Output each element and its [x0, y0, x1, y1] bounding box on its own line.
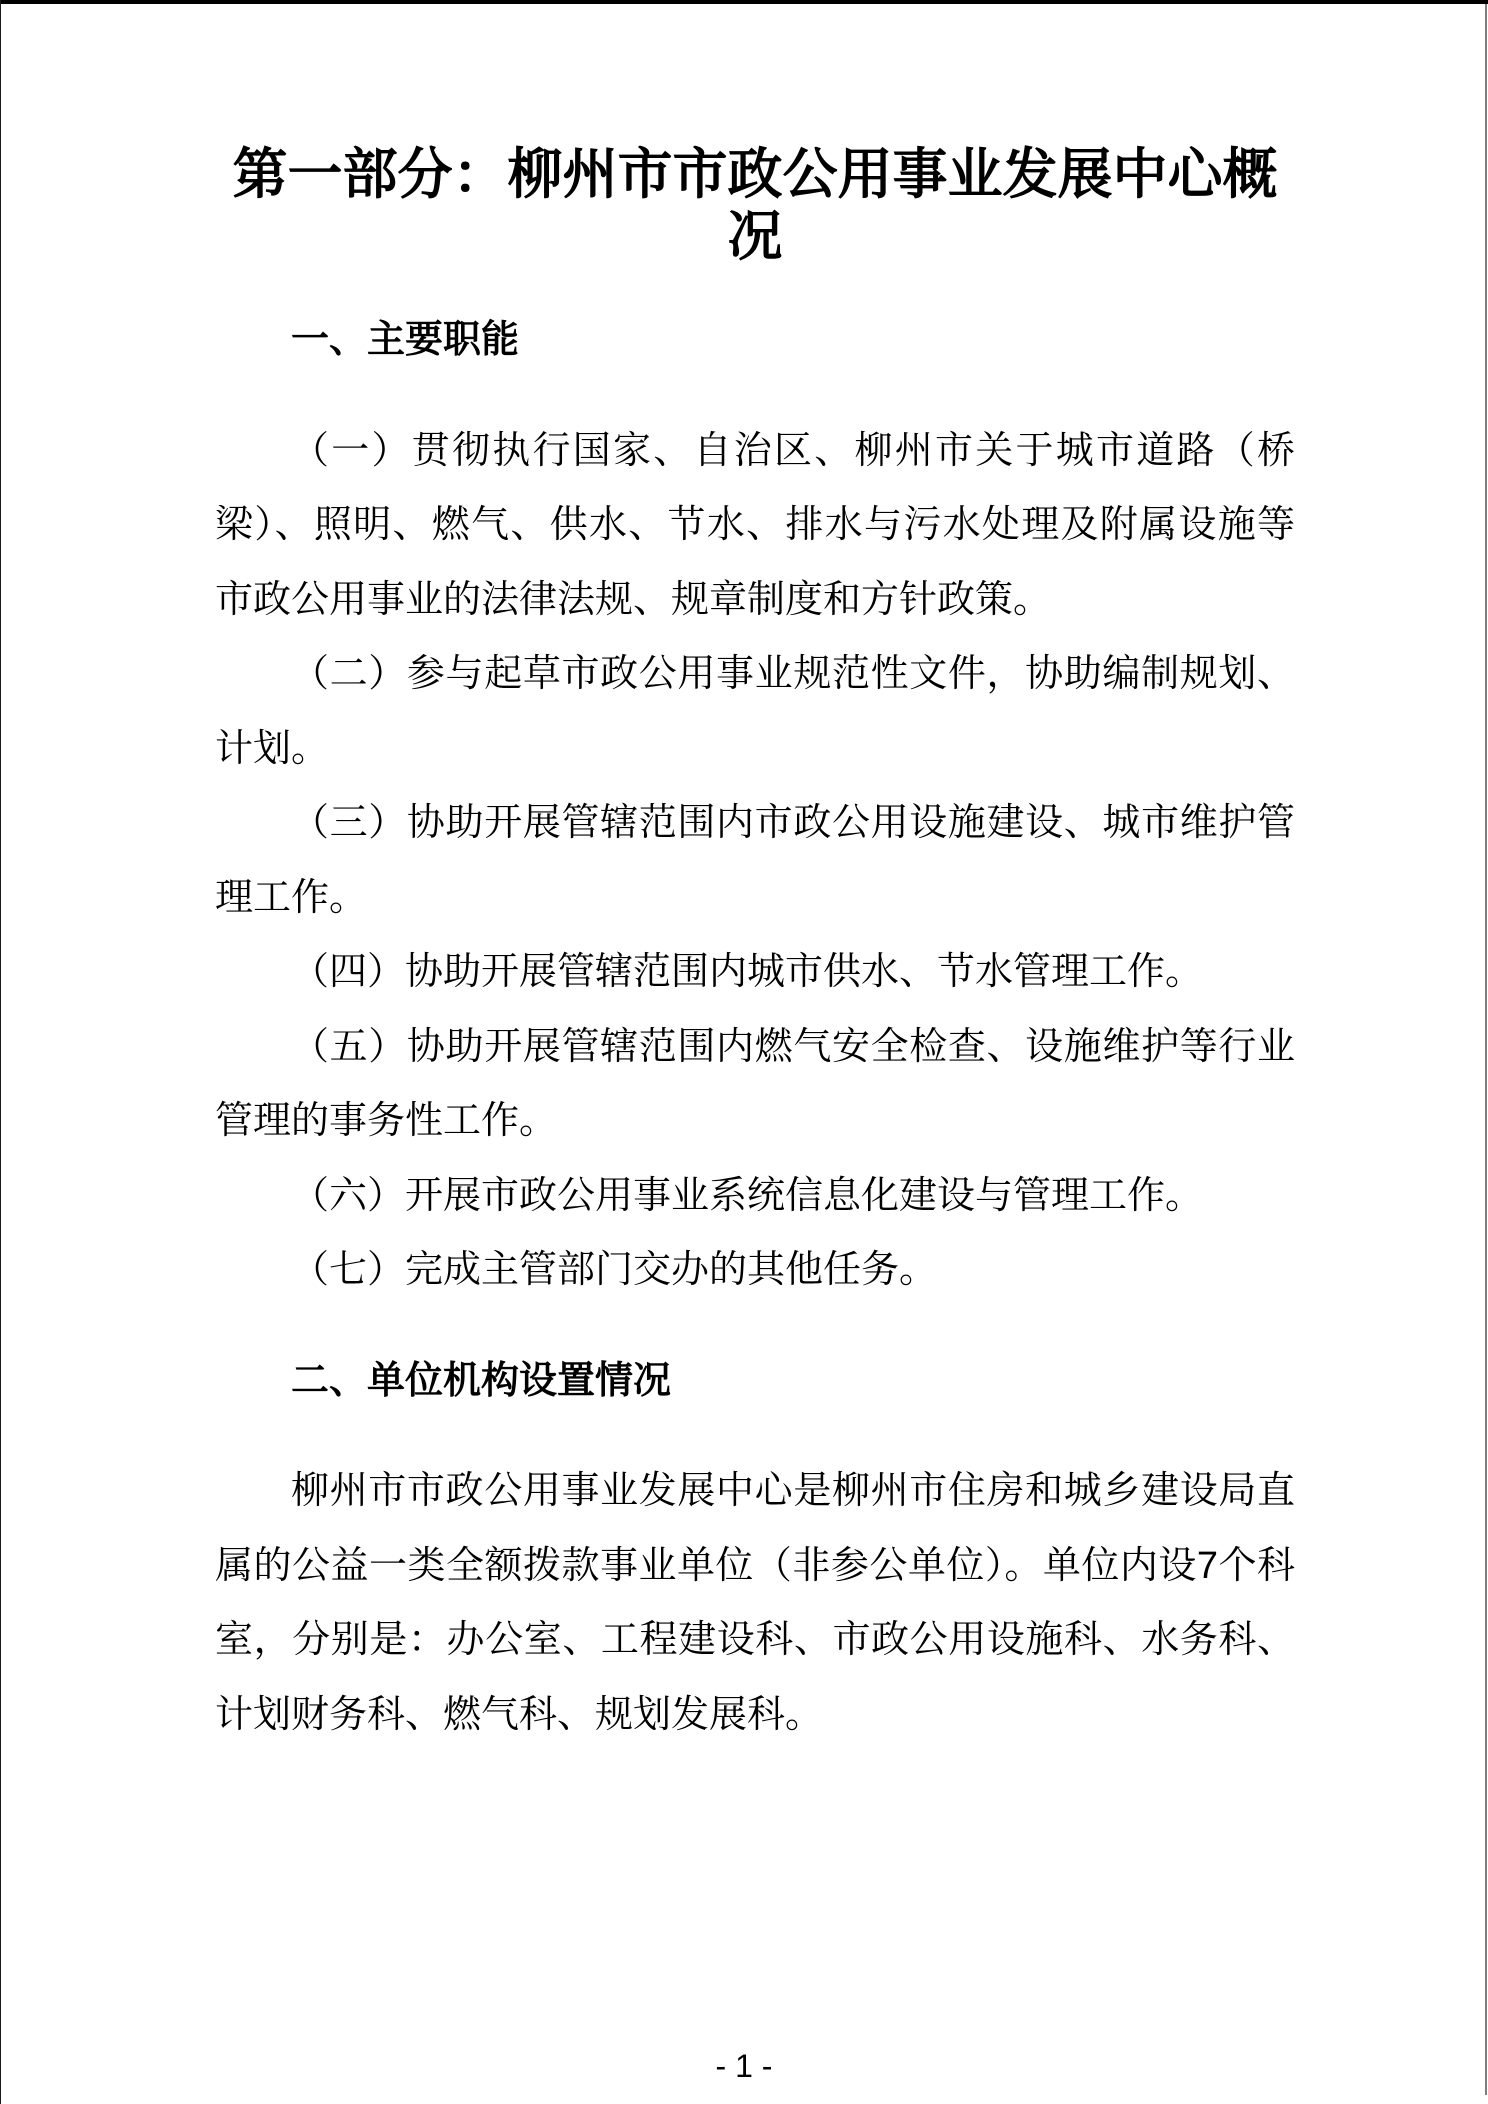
section-heading: 一、主要职能 [291, 319, 520, 361]
body-line: （一）贯彻执行国家、自治区、柳州市关于城市道路（桥 [291, 429, 1295, 472]
section-body [215, 1454, 1295, 1752]
body-line: （四）协助开展管辖范围内城市供水、节水管理工作。 [291, 951, 1204, 993]
body-line: 梁）、照明、燃气、供水、节水、排水与污水处理及附属设施等 [215, 504, 1295, 546]
document-title [215, 143, 1295, 267]
body-line: 室，分别是：办公室、工程建设科、市政公用设施科、水务科、 [215, 1619, 1295, 1661]
section-body [215, 414, 1295, 1308]
top-edge-bar [0, 0, 1488, 4]
body-line: （五）协助开展管辖范围内燃气安全检查、设施维护等行业 [291, 1025, 1295, 1068]
body-line: 市政公用事业的法律法规、规章制度和方针政策。 [215, 578, 1052, 621]
body-line: 管理的事务性工作。 [215, 1100, 558, 1142]
document-title-line-1: 第一部分：柳州市市政公用事业发展中心概 [232, 143, 1278, 205]
body-line: （二）参与起草市政公用事业规范性文件，协助编制规划、 [291, 653, 1295, 695]
body-line: （三）协助开展管辖范围内市政公用设施建设、城市维护管 [291, 802, 1295, 844]
body-line: 理工作。 [215, 876, 368, 919]
body-line: 计划财务科、燃气科、规划发展科。 [215, 1693, 824, 1736]
body-line: 柳州市市政公用事业发展中心是柳州市住房和城乡建设局直 [291, 1470, 1295, 1512]
body-line: 计划。 [215, 727, 330, 770]
body-line: 属的公益一类全额拨款事业单位（非参公单位）。单位内设7个科 [215, 1544, 1295, 1587]
left-edge-line [0, 0, 1, 2104]
document-title-line-2: 况 [727, 205, 783, 267]
document-body [215, 303, 1295, 1752]
right-edge-line [1485, 4, 1487, 2095]
section-heading: 二、单位机构设置情况 [291, 1359, 672, 1402]
body-line: （七）完成主管部门交办的其他任务。 [291, 1249, 938, 1291]
body-line: （六）开展市政公用事业系统信息化建设与管理工作。 [291, 1174, 1204, 1217]
page-number: - 1 - [715, 2048, 773, 2084]
